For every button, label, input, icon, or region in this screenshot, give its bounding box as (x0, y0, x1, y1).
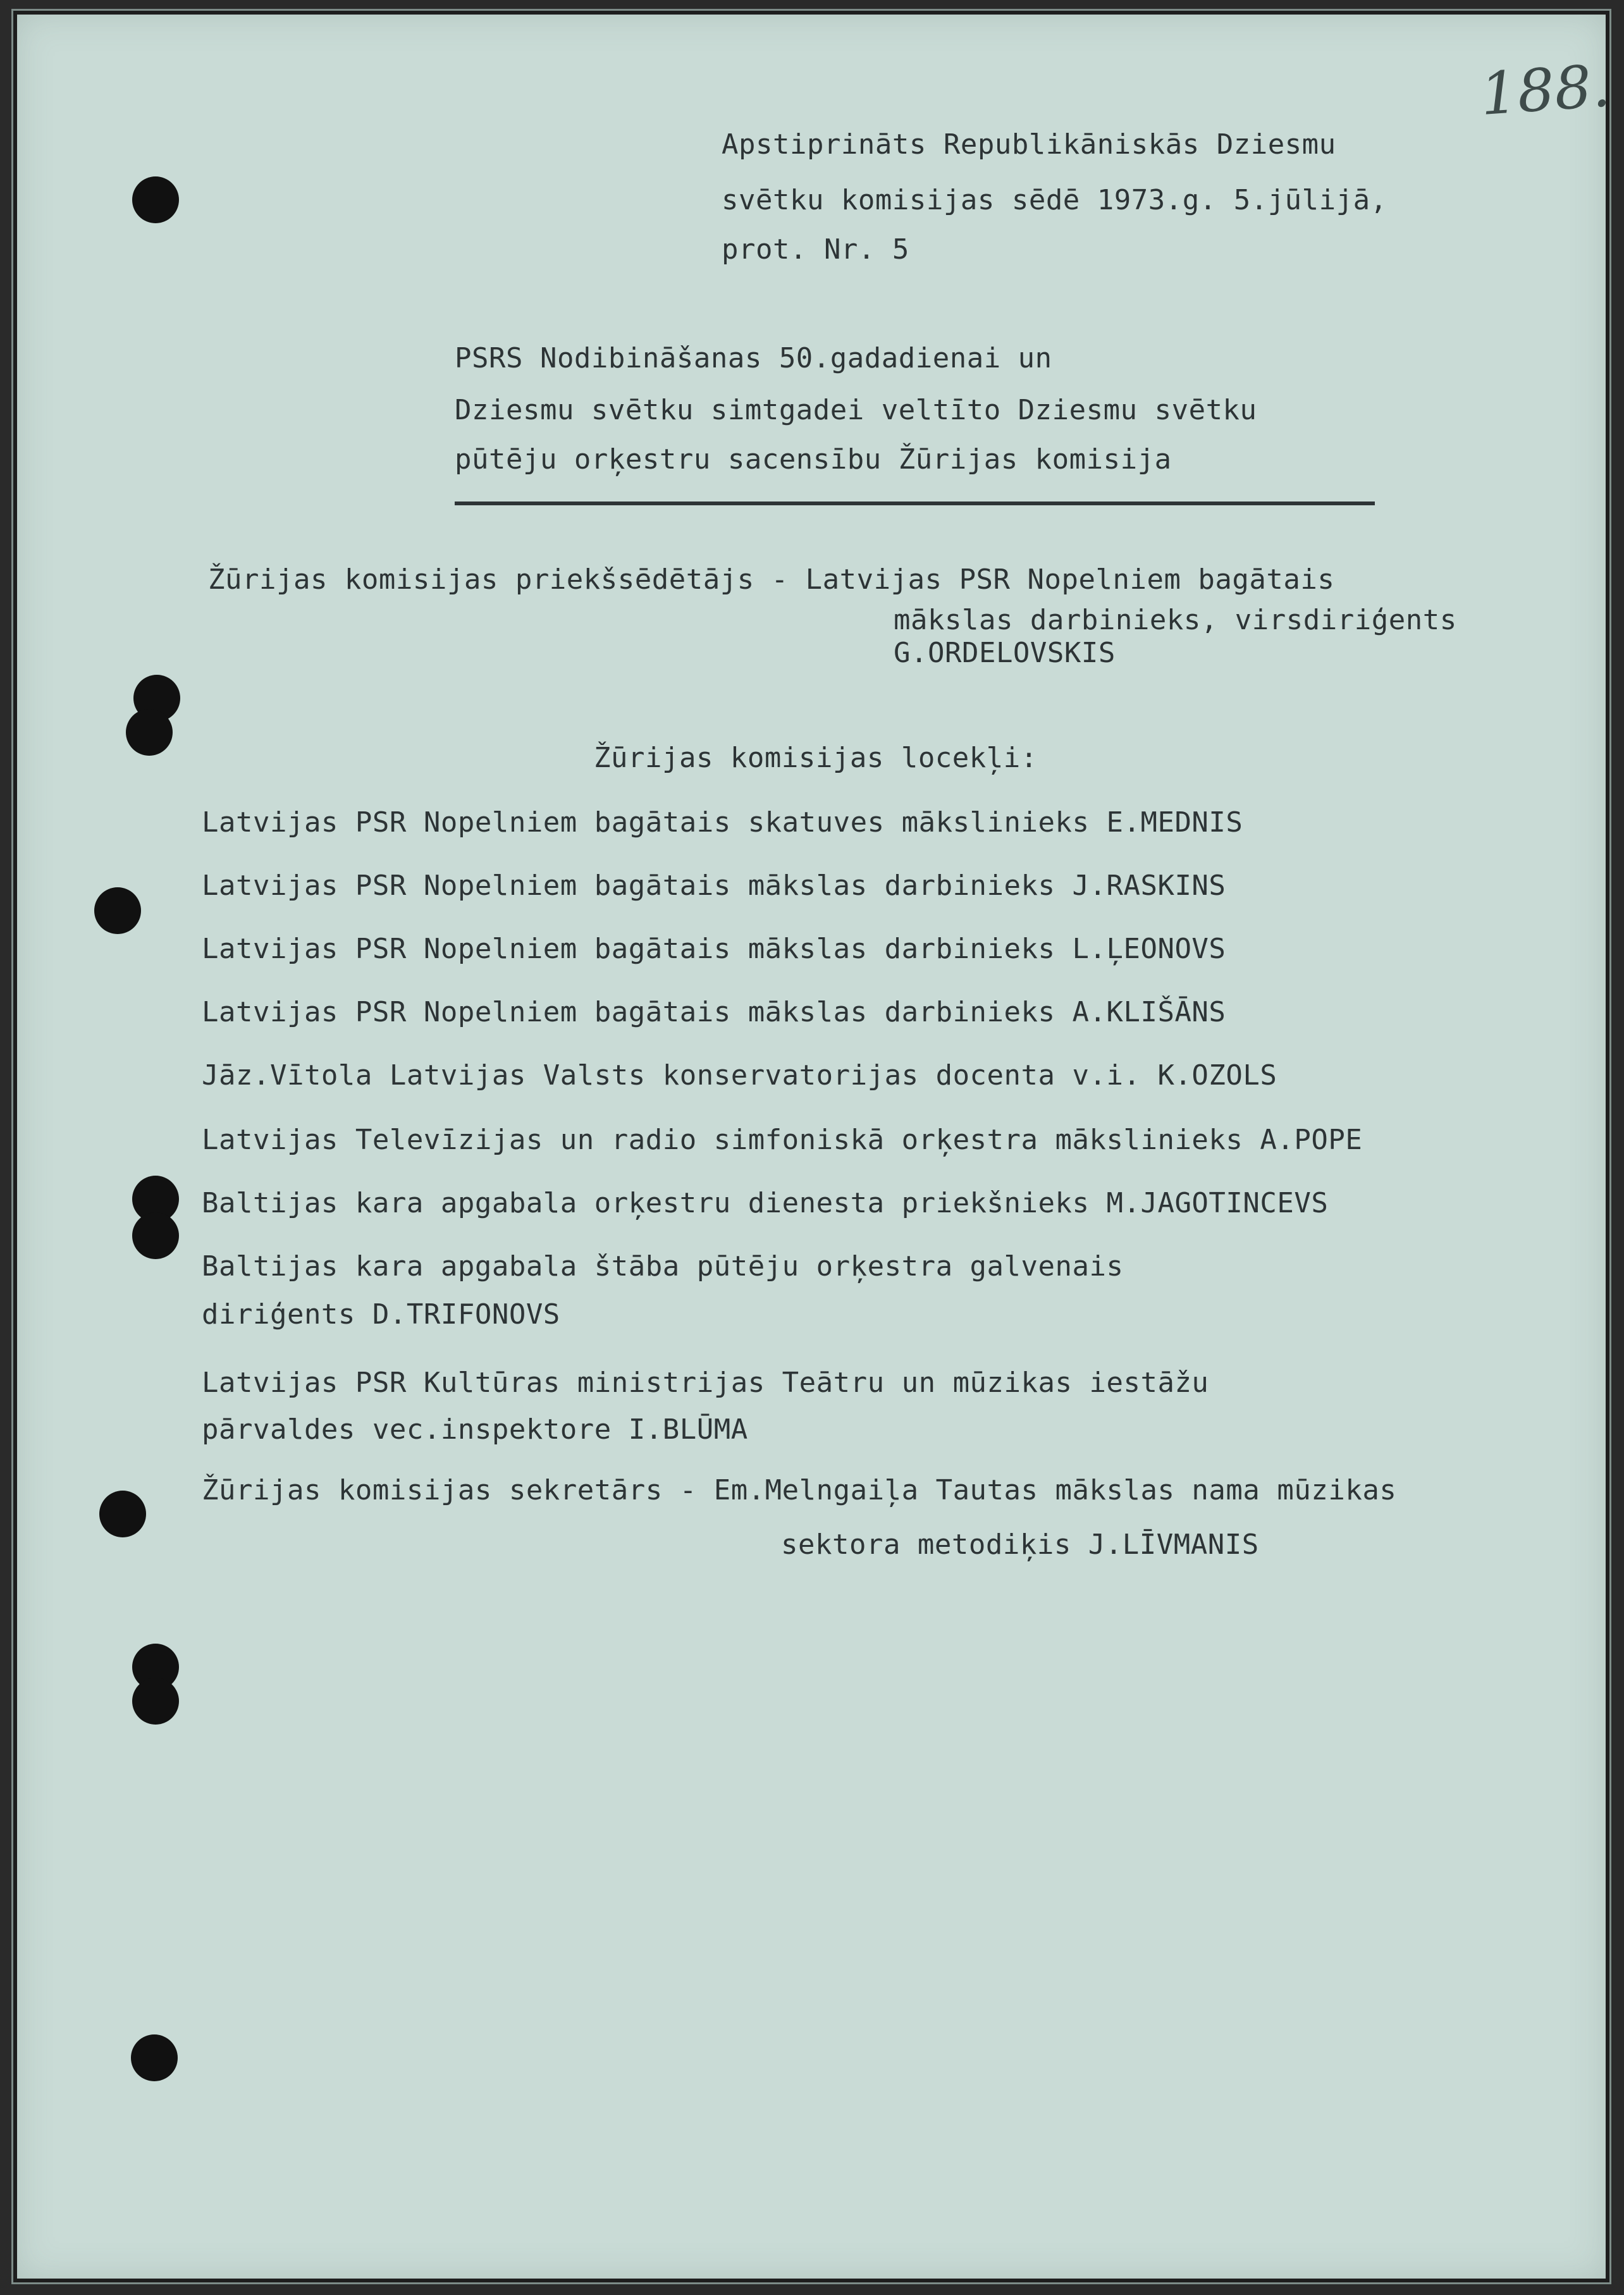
member-line: Latvijas Televīzijas un radio simfoniskā orķestra mākslinieks A.POPE (202, 1124, 1363, 1156)
title-line-2: Dziesmu svētku simtgadei veltīto Dziesmu svētku (455, 394, 1257, 426)
member-long-1-line-1: Baltijas kara apgabala štāba pūtēju orķestra galvenais (202, 1250, 1124, 1283)
punch-hole (131, 2034, 178, 2081)
member-line: Baltijas kara apgabala orķestru dienesta priekšnieks M.JAGOTINCEVS (202, 1187, 1329, 1219)
punch-hole (132, 1212, 179, 1259)
chairman-line-2: mākslas darbinieks, virsdiriģents (894, 604, 1457, 636)
punch-hole (99, 1491, 146, 1537)
punch-hole (94, 887, 141, 934)
secretary-line-2: sektora metodiķis J.LĪVMANIS (781, 1529, 1259, 1561)
member-line: Jāz.Vītola Latvijas Valsts konservatorijas docenta v.i. K.OZOLS (202, 1059, 1277, 1092)
punch-hole (132, 1678, 179, 1725)
member-line: Latvijas PSR Nopelniem bagātais mākslas darbinieks L.ĻEONOVS (202, 933, 1226, 965)
document-page (11, 9, 1611, 2284)
punch-hole (126, 709, 173, 756)
page-number: 188. (1478, 51, 1613, 129)
title-line-1: PSRS Nodibināšanas 50.gadadienai un (455, 342, 1052, 374)
approval-line-1: Apstiprināts Republikāniskās Dziesmu (722, 128, 1336, 161)
approval-line-2: svētku komisijas sēdē 1973.g. 5.jūlijā, (722, 184, 1387, 216)
chairman-line-1: Žūrijas komisijas priekšsēdētājs - Latvijas PSR Nopelniem bagātais (208, 563, 1335, 596)
members-heading: Žūrijas komisijas locekļi: (594, 742, 1038, 774)
secretary-line-1: Žūrijas komisijas sekretārs - Em.Melngaiļa Tautas mākslas nama mūzikas (202, 1474, 1397, 1506)
title-underline (455, 501, 1375, 505)
member-long-2-line-2: pārvaldes vec.inspektore I.BLŪMA (202, 1413, 748, 1446)
chairman-line-3: G.ORDELOVSKIS (894, 637, 1116, 669)
member-long-1-line-2: diriģents D.TRIFONOVS (202, 1298, 560, 1331)
member-long-2-line-1: Latvijas PSR Kultūras ministrijas Teātru un mūzikas iestāžu (202, 1367, 1209, 1399)
member-line: Latvijas PSR Nopelniem bagātais skatuves mākslinieks E.MEDNIS (202, 806, 1243, 839)
member-line: Latvijas PSR Nopelniem bagātais mākslas darbinieks A.KLIŠĀNS (202, 996, 1226, 1028)
punch-hole (132, 176, 179, 223)
member-line: Latvijas PSR Nopelniem bagātais mākslas darbinieks J.RASKINS (202, 870, 1226, 902)
approval-line-3: prot. Nr. 5 (722, 233, 909, 266)
title-line-3: pūtēju orķestru sacensību Žūrijas komisija (455, 443, 1172, 476)
